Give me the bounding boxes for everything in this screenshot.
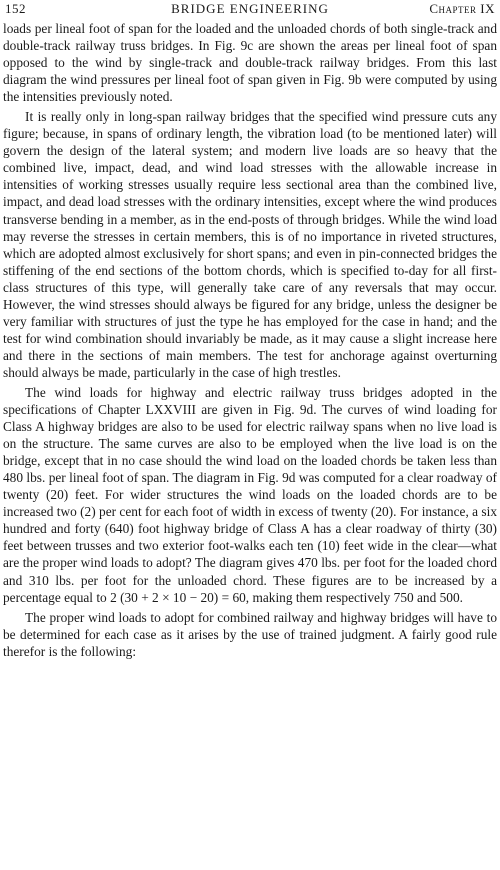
running-header xyxy=(3,0,497,20)
page-number: 152 xyxy=(5,1,26,16)
page-body xyxy=(3,20,497,660)
paragraph: It is really only in long-span railway bridges that the specified wind pressure cuts any figure; because, in spans of ordinary length, the vibration load (to be mentioned later) will govern the design of the lateral system; and modern live loads are so heavy that the combined live, impact, dead, and wind load stresses with the allowable increase in intensities of working stresses usually require less sectional area than the combined live, impact, and dead load stresses with the ordinary intensities, except where the wind produces transverse bending in a member, as in the end-posts of through bridges. While the wind load may reverse the stresses in certain members, this is of no importance in riveted structures, which are adopted almost exclusively for short spans; and even in pin-connected bridges the stiffening of the end sections of the bottom chords, which is specified to-day for all first-class structures of this type, will generally take care of any reversals that may occur. However, the wind stresses should always be figured for any bridge, unless the designer be very familiar with structures of just the type he has employed for the case in hand; and the test for wind combination should invariably be made, as it may cause a slight increase here and there in the sections of main members. The test for anchorage against overturning should always be made, particularly in the case of high trestles. xyxy=(3,109,497,380)
chapter-label: Chapter IX xyxy=(429,1,495,16)
paragraph: The proper wind loads to adopt for combined railway and highway bridges will have to be determined for each case as it arises by the use of trained judgment. A fairly good rule therefor is the following: xyxy=(3,609,497,659)
paragraph: The wind loads for highway and electric railway truss bridges adopted in the specifications of Chapter LXXVIII are given in Fig. 9d. The curves of wind loading for Class A highway bridges are also to be used for electric railway spans when no live load is on the structure. The same curves are also to be employed when the live load is on the bridge, except that in no case should the wind load on the loaded chords be taken less than 480 lbs. per lineal foot of span. The diagram in Fig. 9d was computed for a clear roadway of twenty (20) feet. For wider structures the wind loads on the loaded chords are to be increased two (2) per cent for each foot of width in excess of twenty (20). For instance, a six hundred and forty (640) foot highway bridge of Class A has a clear roadway of thirty (30) feet between trusses and two exterior foot-walks each ten (10) feet wide in the clear—what are the proper wind loads to adopt? The diagram gives 470 lbs. per foot for the loaded chord and 310 lbs. per foot for the unloaded chord. These figures are to be increased by a percentage equal to 2 (30 + 2 × 10 − 20) = 60, making them respectively 750 and 500. xyxy=(3,384,497,605)
running-title: BRIDGE ENGINEERING xyxy=(171,1,329,16)
paragraph-continued: loads per lineal foot of span for the loaded and the unloaded chords of both single-track and double-track railway truss bridges. In Fig. 9c are shown the areas per lineal foot of span opposed to the wind by single-track and double-track railway bridges. From this last diagram the wind pressures per lineal foot of span given in Fig. 9b were computed by using the intensities previously noted. xyxy=(3,21,497,105)
